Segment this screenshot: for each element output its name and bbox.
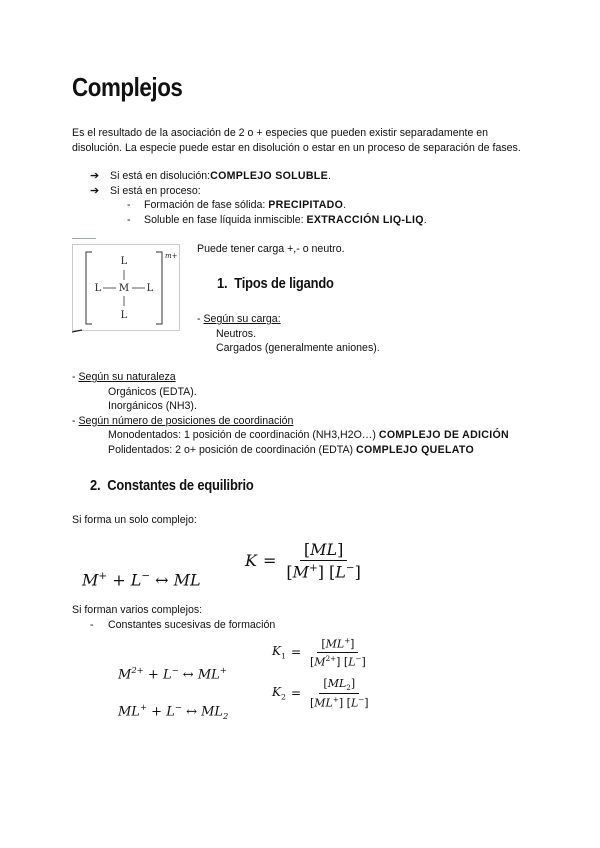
list-item [72, 428, 509, 443]
coord-item-text: Polidentados: 2 o+ posición de coordinación (EDTA) [108, 443, 357, 456]
multi-complex-label: Si forman varios complejos: [72, 604, 203, 616]
dash-icon: - [90, 619, 94, 631]
carga-label-row: - Según su carga: [197, 313, 281, 325]
sub-bullet-bold: EXTRACCIÓN LIQ-LIQ [306, 213, 424, 226]
bullet-item [90, 169, 331, 184]
sub-bullet-item [127, 213, 427, 228]
k-expression: K = $\frac{[ML]}{[M^+] [L^-]}$ [245, 540, 365, 581]
section-title: Tipos de ligando [234, 275, 334, 292]
carga-block [197, 312, 380, 356]
charge-note: Puede tener carga +,- o neutro. [197, 243, 345, 255]
section-number: 1. [217, 275, 228, 292]
bullet-item [90, 184, 331, 199]
charge-label: m+ [165, 252, 178, 260]
k1-fraction: $\frac{[ML^+]}{[M^{2+}] [L^-]}$ [310, 636, 366, 669]
list-item: Neutros. [216, 327, 257, 340]
intro-paragraph: Es el resultado de la asociación de 2 o + especies que pueden existir separadamente en disolución. La especie puede estar en disolución o estar en un proceso de separación de fases. [72, 127, 521, 154]
divider [72, 238, 96, 239]
naturaleza-label-row: - Según su naturaleza [72, 371, 176, 383]
multi-item [90, 618, 275, 633]
section-number: 2. [90, 477, 101, 494]
reaction-step-2: ML+ + L− ↔ $ML_2$ [118, 702, 229, 721]
naturaleza-block [72, 370, 509, 458]
bullet-text: Si está en proceso: [110, 184, 201, 197]
ligand-top: L [120, 256, 128, 267]
sub-bullet-item [127, 198, 427, 213]
naturaleza-label: Según su naturaleza [78, 371, 176, 383]
list-item: Inorgánicos (NH3). [108, 400, 197, 413]
dash-icon: - [127, 213, 131, 226]
dash-icon: - [127, 199, 131, 211]
multi-item-text: Constantes sucesivas de formación [108, 619, 276, 631]
coord-item-text: Monodentados: 1 posición de coordinación (NH3,H2O…) [108, 429, 379, 442]
k1-expression: $K_1$ = $\frac{[ML^+]}{[M^{2+}] [L^-]}$ [272, 636, 370, 668]
bullet-end: . [327, 170, 331, 182]
list-item: Orgánicos (EDTA). [108, 385, 197, 398]
coord-item-bold: COMPLEJO QUELATO [356, 443, 475, 456]
bullet-list [90, 169, 331, 198]
list-item [72, 443, 509, 458]
ligand-right: L [146, 283, 154, 294]
sub-bullet-bold: PRECIPITADO [268, 199, 344, 211]
bullet-bold: COMPLEJO SOLUBLE [210, 170, 328, 182]
sub-bullet-text: Formación de fase sólida: [144, 199, 269, 211]
k2-fraction: $\frac{[ML_2]}{[ML^+] [L^-]}$ [310, 677, 369, 710]
sub-bullet-end: . [423, 213, 427, 226]
arrow-right-icon: ➔ [90, 184, 100, 197]
k-fraction: $\frac{[ML]}{[M^+] [L^-]}$ [286, 540, 361, 582]
list-item: Cargados (generalmente aniones). [216, 342, 380, 355]
carga-label: Según su carga: [203, 313, 281, 325]
bullet-text: Si está en disolución: [110, 170, 211, 182]
reaction-single: M+ + L− ↔ ML [82, 570, 201, 590]
coord-label: Según número de posiciones de coordinación [78, 414, 294, 427]
coord-label-row: - Según número de posiciones de coordinación [72, 414, 294, 427]
ligand-left: L [94, 283, 102, 294]
reaction-step-1: $M^{2+} + L^-$ ↔ ML+ [118, 665, 227, 683]
arrow-right-icon: ➔ [90, 170, 100, 182]
sub-bullet-list [127, 198, 427, 227]
section-title: Constantes de equilibrio [107, 477, 254, 494]
metal-center: M [118, 283, 130, 294]
page-title: Complejos [72, 72, 183, 102]
coord-item-bold: COMPLEJO DE ADICIÓN [378, 429, 509, 442]
sub-bullet-end: . [343, 199, 347, 211]
section-1-heading [217, 275, 334, 292]
k2-expression: $K_2$ = $\frac{[ML_2]}{[ML^+] [L^-]}$ [272, 677, 373, 710]
section-2-heading [90, 477, 254, 494]
ligand-bottom: L [120, 310, 128, 321]
single-complex-label: Si forma un solo complejo: [72, 514, 197, 526]
sub-bullet-text: Soluble en fase líquida inmiscible: [144, 213, 307, 226]
complex-structure-figure [72, 244, 194, 334]
